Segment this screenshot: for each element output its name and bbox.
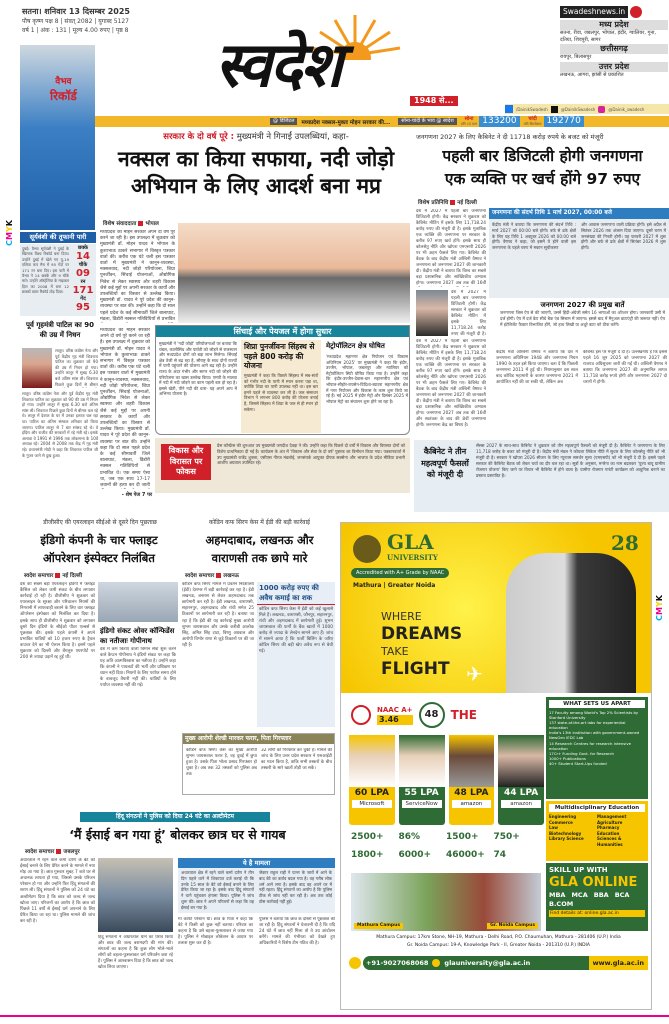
ed-box-title[interactable]: 1000 करोड़ रुपए की अवैध कमाई का शक xyxy=(257,582,335,605)
multi-title: Multidisciplinary Education xyxy=(549,804,645,812)
metro-title[interactable]: मेट्रोपॉलिटन क्षेत्र घोषित xyxy=(326,342,385,350)
phone-icon xyxy=(349,957,361,969)
online-brand: GLA ONLINE xyxy=(549,875,638,890)
census-kicker: जनगणना 2027 के लिए कैबिनेट ने दी 11718 करोड़ रुपये के बजट को मंजूरी xyxy=(416,133,604,141)
dateline: सतना। शनिवार 13 दिसम्बर 2025 xyxy=(22,7,130,16)
online-tagline: SKILL UP WITH xyxy=(549,866,608,874)
cmyk-letter: Y xyxy=(5,226,14,232)
byline-marker xyxy=(55,573,60,578)
cricket-tag: वैभव रिकॉर्ड xyxy=(50,77,77,103)
stat-fours: चौके 09 xyxy=(76,262,90,279)
campus-label-mathura: Mathura Campus xyxy=(354,923,403,929)
online-programs: MBA MCA BBA BCA B.COM xyxy=(549,891,630,908)
facebook-icon[interactable] xyxy=(505,105,513,113)
stat-runs: रन 171 xyxy=(72,279,94,296)
ad-addresses: Mathura Campus: 17km Stone, NH-19, Mathura - Delhi Road, P.O. Chaumuhan, Mathura - 281406 (U.P.) India Gr. Noida Campus: 19-A, Knowledge Park - II, Greater Noida - 201310 (U.P.) INDIA xyxy=(376,935,621,948)
patil-body: लातूर। वरिष्ठ कांग्रेस नेता और पूर्व केंद्रीय गृह मंत्री शिवराज पाटिल का शुक्रवार को 90 की उम्र में निधन हो गया। उन्होंने लातूर में सुबह 6.30 बजे अंतिम सांस ली। शिवराज पिछले कुछ दिनों से बीमार चल रहे थे। लातूर में देवघर के घर में उनका इलाज चल रहा था। पाटिल का अंतिम संस्कार शनिवार को किया जाएगा। पाटिल लातूर से 7 बार सांसद रहे थे। वे इंदिरा और राजीव की सरकारों में रहे मंत्री रहे। इसके अलावा वे 1991 से 1996 तक लोकसभा के 10वें अध्यक्ष रहे। 2004 से 2008 तक केंद्र में गृह मंत्री रहे। प्रधानमंत्री मोदी ने कहा कि शिवराज पाटिल जी के गुजर जाने से दुख हुआ। xyxy=(22,391,98,458)
accreditation-row xyxy=(351,699,541,731)
census-date-col1: केंद्रीय मंत्री ने बताया कि जनगणना की संदर्भ तिथि : मार्च 2027 को 00:00 बजे होगी। बर्फ से ढके क्षेत्रों के लिए यह तिथि 1 अक्टूबर 2026 को 00:00 बजे होगी। वैष्णव ने कहा, जो इसमें ये होने वाली इस जनगणना के पहले चरण में मकान सूचीकरण xyxy=(492,222,576,251)
instagram-handle[interactable]: @Dainik_swadesh xyxy=(608,106,645,112)
ticker-label: @ डिजिटल xyxy=(270,118,297,125)
indigo-sidebar-title[interactable]: इंडिगो संकट ओवर कॉन्फिडेंस का नतीजाः गोपीनाथ xyxy=(100,627,175,645)
cabinet-box xyxy=(414,440,669,512)
case-col1: अधारताल क्षेत्र में रहने वाले कर्मा दर्पण ने तीन दिन पहले थाने में शिकायत दर्ज कराई थी कि उनके 15 साल के बेटे को ईसाई बनाने के लिए प्रेरित किया जा रहा है। इसके बाद हिंदू संगठनों ने थाने पहुंचकर हंगामा किया। पुलिस ने जांच शुरू की। छात्र ने अपने परिजनों से कहा कि वह ईसाई बन गया है। xyxy=(181,870,254,910)
census-col2: केंद्रीय मंत्री अश्विनी वैष्णव ने बताया कि देश में जनगणना अधिनियम 1948 और जनगणना नियम 1990 के तहत इसे किया जाएगा। बता दें कि पिछली जनगणना 2011 में हुई थी। नियमानुसार दस साल बाद कोविड महामारी के कारण जनगणना 2021 में आयोजित नहीं की जा सकी थी, लेकिन अब xyxy=(496,350,578,385)
census-body-lower: देश में 2027 में पहली बार जनगणना डिजिटली होगी। केंद्र सरकार ने शुक्रवार को कैबिनेट मीटिंग में इसके लिए 11,718.24 करोड़ रुपए की मंजूरी दी है। इसके मुताबिक एक व्यक्ति की जनगणना पर सरकार के करीब 97 रुपए खर्च होंगे। इसके साथ ही कोलसेतु नीति और खोपरा एमएसपी 2026 पर भी अहम फैसले लिए गए। कैबिनेट की बैठक के बाद केंद्रीय मंत्री अश्विनी वैष्णव ने जनगणना को जनगणना 2027 की जानकारी दी। केंद्रीय मंत्री ने बताया कि विश्व का सबसे बड़ा प्रशासनिक और सांख्यिकीय अभ्यास होगा। जनगणना 2027 अब तक की 16वीं और स्वतंत्रता के बाद की 8वीं जनगणना होगी। जनगणना केंद्र का विषय है। xyxy=(416,339,486,428)
logo-text: स्वदेश xyxy=(215,28,341,101)
absconder-col1: कोडिन कफ सिरप केस का मुख्य आरोपी शुभम जायसवाल फरार है, वह दुबई में छुपा हुआ है। उसके पिता भोला प्रसाद गिरफ्तार हो चुका है। अब तक 32 तस्करों को पुलिस अब तक xyxy=(186,748,257,777)
ticker-right: सोना-चांदी के भाव @ स्वदेश xyxy=(398,118,457,125)
cricket-caption: सूर्यवंशी की तूफानी पारी xyxy=(20,232,96,243)
patil-body-side: लातूर। वरिष्ठ कांग्रेस नेता और पूर्व केंद्रीय गृह मंत्री शिवराज पाटिल का शुक्रवार को 90 की उम्र में निधन हो गया। उन्होंने लातूर में सुबह 6.30 बजे अंतिम सांस ली। शिवराज पिछले कुछ दिनों से बीमार xyxy=(55,348,98,387)
stat-item: 2500+ xyxy=(351,832,384,842)
absconder-col2: 32 लोगों को गिरफ्तार कर चुकी है। मामले की जांच के लिए उत्तर प्रदेश सरकार ने एसआईटी का गठन किया है, ताकि सभी तस्करों के बीच तस्करी के सारे खातों तोड़ी जा सकें। xyxy=(261,748,332,771)
gla-crest-icon xyxy=(353,535,381,563)
ed-byline: स्वदेश समाचार लखनऊ xyxy=(185,573,239,579)
gla-brand: GLA UNIVERSITY xyxy=(387,530,438,562)
masthead-dateline-block xyxy=(22,6,197,35)
editions-panel xyxy=(560,6,668,78)
cricket-story xyxy=(20,244,96,316)
campus-label-noida: Gr. Noida Campus xyxy=(487,923,538,929)
ticker-bar xyxy=(95,116,669,127)
cmyk-mark-right xyxy=(655,595,664,621)
gold-unit: प्रति 10 ग्राम xyxy=(460,122,478,126)
indigo-sidebar-body: देश में कम किराए वाली विमान सेवा शुरू करने वाले कैप्टन गोपीनाथ ने इंडिगो संकट पर कहा कि यह अति आत्मविश्वास का नतीजा है। उन्होंने कहा कि कंपनी ने पायलटों की भर्ती और प्रशिक्षण पर ध्यान नहीं दिया। नियमों के लिए पर्याप्त समय होने के बावजूद तैयारी नहीं की। यात्रियों के लिए पर्याप्त व्यवस्था नहीं की गई। xyxy=(100,647,176,688)
ed-box xyxy=(257,582,335,727)
cricket-stats xyxy=(71,245,95,313)
conversion-photo xyxy=(98,858,173,932)
email-address[interactable]: glauniversity@gla.ac.in xyxy=(444,959,531,967)
apart-title: WHAT SETS US APART xyxy=(549,700,645,708)
focus-body: प्रेस कॉन्फ्रेंस की शुरुआत उप मुख्यमंत्री जगदीश देवड़ा ने की। उन्होंने कहा कि पिछले दो वर्षों में विकास और विरासत दोनों को विशेष प्राथमिकता दी गई है। कार्यक्रम के अंत में 'विकास और सेवा के दो वर्ष' पुस्तक का विमोचन किया गया। पत्रकारवार्ता में उप मुख्यमंत्री राजेंद्र शुक्ला, एसीएस नीरज मंडलोई, जनसंपर्क आयुक्त दीपक सक्सेना और भाजपा के प्रदेश मीडिया प्रभारी आशीष अग्रवाल उपस्थित रहे। xyxy=(217,443,405,466)
byline-marker xyxy=(450,200,455,205)
census-headline[interactable]: पहली बार डिजिटली होगी जनगणना एक व्यक्ति पर खर्च होंगे 97 रुपए xyxy=(442,147,643,188)
conversion-col4: मां काफी परेशान थीं। छात्र के पिता ने कहा कि बेटे ने किसी को कुछ नहीं बताया। परिवार का कहना है कि उसे बहला-फुसलाकर ले जाया गया है। पुलिस ने मोबाइल लोकेशन के आधार पर तलाश शुरू कर दी है। xyxy=(178,917,253,947)
ed-headline[interactable]: अहमदाबाद, लखनऊ और वाराणसी तक छापे मारे xyxy=(205,533,314,565)
online-link[interactable]: Find details at: online.gla.ac.in xyxy=(549,910,645,917)
stat-item: 74 xyxy=(493,850,507,860)
edition-cg: छत्तीसगढ़ रायपुर, बिलासपुर xyxy=(560,44,668,61)
shipra-body: मुख्यमंत्री ने कहा कि पिछले सिंहस्थ में सब-संतों को गंभीर नदी के पानी में स्नान करना पड़ा था, क्योंकि शिप्रा का पानी उपलब्ध नहीं था। इस बार हमने पहले से व्यवस्था कर ली है। जल संसाधन विभाग ने लगभग 800 करोड़ की योजना बनाई है, जिससे सिंहस्थ में शिप्रा के जल से ही स्नान हो सकेगा। xyxy=(244,373,318,412)
ad-models-photo xyxy=(506,553,636,693)
ed-body: कोडिन कफ सिरप मामले में प्रवर्तन निदेशालय (ईडी) देशभर में बड़ी कार्रवाई कर रहा है। ईडी लखनऊ, बनारस से लेकर अहमदाबाद तक छापेमारी कर रही है। ईडी लखनऊ, वाराणसी, सहारनपुर, अहमदाबाद और रांची समेत 25 ठिकानों पर छापेमारी कर रही है। बताया जा रहा है कि ईडी की यह कार्रवाई मुख्य आरोपी शुभम जायसवाल और उसके करीबी आलोक सिंह, अमित सिंह टाटा, विष्णु अग्रवाल और आरोपी विभोर राणा से जुड़े ठिकानों पर की जा रही है। xyxy=(182,582,254,648)
stats-grid xyxy=(351,831,541,861)
census-col3: कैबिनेट इस पर मंजूरी दे दी है। उल्लेखनीय है कि इससे पहले 16 जून 2025 को जनगणना 2027 की राजपत्र अधिसूचना जारी की गई थी। अश्विनी वैष्णव ने बताया कि जनगणना 2027 की अनुमानित लागत 11,718 करोड़ रुपये होगी और जनगणना 2027 दो चरणों में होगी। xyxy=(583,350,667,385)
cricket-body: दुबई। वैभव सूर्यवंशी ने दुबई के खिलाफ विश्व रिकॉर्ड बना दिया। उन्होंने दुबई में खेले गए यू-19 एशिया कप मैच में 95 गेंदों पर 171 रन बना दिए। इस पारी में वैभव ने 14 छक्के और 9 चौके मारे। उन्होंने ऑस्ट्रेलिया के माइकल हिल का 2008 में बना 12 छक्कों वाला रिकॉर्ड तोड़ दिया। xyxy=(22,246,69,295)
conversion-col5: पुलिस ने बताया कि छात्र के दोस्तों से पूछताछ की जा रही है। हिंदू संगठनों ने चेतावनी दी है कि यदि 24 घंटे में छात्र नहीं मिला तो वे उग्र आंदोलन करेंगे। मामले की गंभीरता को देखते हुए अधिकारियों ने विशेष टीम गठित की है। xyxy=(259,917,335,947)
census-points-title: जनगणना 2027 की प्रमुख बातें xyxy=(540,301,625,309)
case-col2: जैक्टर राहुल राही ने पत्नर के जारों में आने के बाद बेटे का बर्ताव बदल गया है। वह गरीब लोक शर्म आने लगा है। इसके बाद वह अपने घर में नहीं रहता। हिंदू संगठनों का आरोप है कि पुलिस ठीक से जांच नहीं कर रही है। अब तक कोई ठोस कार्रवाई नहीं हुई। xyxy=(259,870,332,904)
irrigation-box xyxy=(155,325,410,435)
naac-accreditation: Accredited with A+ Grade by NAAC xyxy=(351,568,449,578)
placement-card: 44 LPA amazon xyxy=(498,735,544,825)
stat-item: 1500+ xyxy=(446,832,479,842)
census-points-body: जनगणना जिस ऐप से की जाएगी, उसमें हिंदी-अंग्रेजी समेत 16 भाषाओं का ऑप्शन होगा। जानकारी उसी में दर्ज होगी। ऐप में दर्ज डेटा सीधे बैक एंड सिस्टम में जाएगा। इससे बाद में मैनुअल डाटाएंट्री की जरूरत नहीं। ऐप में इंटेलिजेंट फैक्टर विभाजित होंगे, जो हाथ लिखी या अधूरे डाटा को ठीक करेंगे। xyxy=(500,310,665,327)
issue-info: वर्ष 1 | अंक : 131 | मूल्य 4.00 रुपए | पृष्ठ 8 xyxy=(22,27,129,34)
logo xyxy=(205,8,475,108)
stat-sixes: छक्के 14 xyxy=(76,245,90,262)
panchang: पौष कृष्ण पक्ष 8 | संवत् 2082 | युगाब्द 5127 xyxy=(22,18,129,25)
silver-block xyxy=(524,117,542,126)
apart-list: 17 Faculty among World's Top 2% Scientists by Stanford University 137 state-of-the-art labs for experiential education India's 13th institution with government-owned NewGen IEDC Lab 14 Research Centres for research intensive education 17Cr+ Funding Govt. for Research 1000+ Publications 40+ Student Start-Ups funded xyxy=(549,710,640,766)
cmyk-letter: K xyxy=(5,220,14,227)
cmyk-letter: M xyxy=(655,607,664,615)
naac-score: 3.46 xyxy=(377,715,413,725)
conversion-kicker: हिंदू संगठनों ने पुलिस को दिया 24 घंटे का अल्टीमेटम xyxy=(80,812,270,822)
cabinet-body: सेंसस 2027 के साथ-साथ कैबिनेट ने शुक्रवार को तीन महत्वपूर्ण फैसलों को मंजूरी दी है। कैबिनेट ने जनगणना के लिए 11,718 करोड़ के बजट को मंजूरी दी है। केंद्रीय मंत्री मंडल ने कोयला लिंकेज नीति में सुधार के लिए कोलसेतु नीति को भी मंजूरी दी है। सरकार ने खोपरा 2026 सीजन के लिए न्यूनतम समर्थन मूल्य (एमएसपी) को भी मंजूरी दे दी है। इससे पहले सरकार की कैबिनेट बैठक को लेकर चर्चा का दौर चल रहा था। सूत्रों के अनुसार, मनरेगा का नाम बदलकर 'पूज्य बापू ग्रामीण रोजगार योजना' किए जाने पर विचार भी कैबिनेट में होने वाला है। ग्रामीण रोजगार गारंटी कार्यक्रम को आधुनिक बनाने का प्रस्ताव प्रस्तावित है। xyxy=(476,443,665,478)
anniversary-badge: 28 xyxy=(611,531,639,555)
placement-card: 60 LPA Microsoft xyxy=(349,735,395,825)
facebook-handle[interactable]: /DainikSwadesh xyxy=(516,106,548,112)
x-icon[interactable] xyxy=(551,106,558,113)
patil-headline[interactable]: पूर्व गृहमंत्री पाटिल का 90 की उम्र में निधन xyxy=(26,321,94,339)
gold-label: सोना xyxy=(464,116,474,122)
cmyk-letter: Y xyxy=(655,601,664,607)
multi-list: Engineering Management Commerce Agriculture Law Pharmacy Biotechnology Education Library Science Sciences & Humanities xyxy=(549,814,627,847)
since-badge: 1948 से... xyxy=(410,96,458,106)
website-link[interactable]: Swadeshnews.in xyxy=(560,6,628,18)
census-byline: विशेष प्रतिनिधि नई दिल्ली xyxy=(418,200,477,206)
indigo-headline[interactable]: इंडिगो कंपनी के चार फ्लाइट ऑपरेशन इंस्पेक्टर निलंबित xyxy=(40,533,158,565)
shipra-panel xyxy=(241,340,321,433)
vaishnaw-photo xyxy=(416,290,448,336)
silver-unit: प्रति किलोग्राम xyxy=(523,122,542,126)
lead-headline[interactable]: नक्सल का किया सफाया, नदी जोड़ो अभियान के लिए आदर्श बना मप्र xyxy=(117,147,395,198)
byline-marker xyxy=(138,221,143,226)
conversion-headline[interactable]: ‘मैं ईसाई बन गया हूं’ बोलकर छात्र घर से गायब xyxy=(69,827,286,842)
case-box xyxy=(178,858,335,913)
stat-item: 6000+ xyxy=(398,850,432,860)
indigo-body: देश की सबसे बड़ी एयरलाइन इंडिगो में फ्लाइट कैंसिल को लेकर जारी संकट के बीच लगातार कार्रवाई हो रही है। डीजीसीए ने शुक्रवार को एयरलाइन के सुरक्षा और परिचालन नियमों की निगरानी में लापरवाही बरतने के लिए चार फ्लाइट ऑपरेशन इंस्पेक्टर को निलंबित कर दिया है। इसके साथ ही डीजीसीए ने शुक्रवार को लगातार दूसरे दिन इंडिगो के सीईओ पीटर एल्बर्स से पूछताछ की। इसके पहले कंपनी ने अपने प्रभावित यात्रियों को 10 हजार रुपए के ट्रैवल वाउचर देने का भी ऐलान किया है। इसमें पहले शुक्रवार को दिल्ली और बेंगलुरु एयरपोर्ट पर 200 से ज्यादा उड़ानें रद्द हुईं थीं। xyxy=(20,582,95,661)
naac-grade: NAAC A+ xyxy=(377,705,413,714)
cmyk-mark-left xyxy=(5,220,14,246)
website-address[interactable]: www.gla.ac.in xyxy=(589,956,648,970)
gold-block xyxy=(461,117,478,126)
census-date-box xyxy=(489,208,669,298)
registration-line xyxy=(0,1015,669,1017)
gla-advertisement[interactable] xyxy=(340,522,652,1010)
stat-item: 1800+ xyxy=(351,850,384,860)
placement-card: 48 LPA amazon xyxy=(449,735,495,825)
conversion-col2: हिंदू संगठनों ने अधारताल थाने का घेराव किया और छात्र की जल्द बरामदगी की मांग की। संगठनों का कहना है कि कुछ लोग भोले-भाले लोगों को बहला-फुसलाकर धर्म परिवर्तन करा रहे हैं। पुलिस ने आश्वासन दिया है कि छात्र को जल्द खोज लिया जाएगा। xyxy=(98,935,173,971)
apart-panel xyxy=(546,697,648,799)
lead-body-col2: मध्यप्रदेश की मोहन सरकार अपने दो वर्ष पूरे करने जा रही है। इस उपलक्ष्य में शुक्रवार को मुख्यमंत्री डॉ. मोहन यादव ने भोपाल के कुशाभाऊ ठाकरे सभागार में विस्तृत पत्रकार वार्ता की। करीब एक घंटे चली इस पत्रकार वार्ता में मुख्यमंत्री ने कानून-व्यवस्था, नक्सलवाद, नदी जोड़ो परियोजना, शिप्रा पुनर्जीवन, सिंचाई योजनाओं, औद्योगिक निवेश से लेकर स्वास्थ्य और शहरी विकास जैसे कई मुद्दों पर अपनी सरकार के कार्यों और उपलब्धियों का विस्तार से उल्लेख किया। मुख्यमंत्री डॉ. यादव ने पूरे प्रदेश की कानून-व्यवस्था पर बात की। उन्होंने कहा कि दो साल पहले प्रदेश के कई सीमावर्ती जिले बालाघाट, मंडला, डिंडोरी नक्सल गतिविधियों से प्रभावित थे। एक समय ऐसा था, जब एक साथ 17-17 जवानों की हत्या कर दी जाती xyxy=(100,328,150,489)
census-points-box xyxy=(500,300,665,346)
cabinet-tag: कैबिनेट ने तीन महत्वपूर्ण फैसलों को मंजूरी दी xyxy=(421,447,469,479)
silver-label: चांदी xyxy=(528,116,537,122)
byline-marker xyxy=(216,573,221,578)
focus-box xyxy=(155,438,410,493)
campus-photo xyxy=(351,873,541,931)
indigo-byline: स्वदेश समाचार नई दिल्ली xyxy=(24,573,83,579)
patil-photo xyxy=(22,348,52,388)
gold-price: 133200 xyxy=(479,116,519,127)
census-date-title: जनगणना की संदर्भ तिथि 1 मार्च 2027, 00:00 बजे xyxy=(489,208,669,219)
census-body: देश में 2027 में पहली बार जनगणना डिजिटली होगी। केंद्र सरकार ने शुक्रवार को कैबिनेट मीटिंग में इसके लिए 11,718.24 करोड़ रुपए की मंजूरी दी है। इसके मुताबिक एक व्यक्ति की जनगणना पर सरकार के करीब 97 रुपए खर्च होंगे। इसके साथ ही कोलसेतु नीति और खोपरा एमएसपी 2026 पर भी अहम फैसले लिए गए। कैबिनेट की बैठक के बाद केंद्रीय मंत्री अश्विनी वैष्णव ने जनगणना को जनगणना 2027 की जानकारी दी। केंद्रीय मंत्री ने बताया कि विश्व का सबसे बड़ा प्रशासनिक और सांख्यिकीय अभ्यास होगा। जनगणना 2027 अब तक की 16वीं xyxy=(416,209,486,286)
placements-row xyxy=(349,735,544,825)
x-handle[interactable]: @DainikSwadesh xyxy=(560,106,596,112)
ticker-headline[interactable]: मध्यप्रदेश नक्सल-मुक्तः मोहन सरकार की... xyxy=(301,119,391,126)
lead-body: मध्यप्रदेश की मोहन सरकार अपने दो वर्ष पूरे करने जा रही है। इस उपलक्ष्य में शुक्रवार को मुख्यमंत्री डॉ. मोहन यादव ने भोपाल के कुशाभाऊ ठाकरे सभागार में विस्तृत पत्रकार वार्ता की। करीब एक घंटे चली इस पत्रकार वार्ता में मुख्यमंत्री ने कानून-व्यवस्था, नक्सलवाद, नदी जोड़ो परियोजना, शिप्रा पुनर्जीवन, सिंचाई योजनाओं, औद्योगिक निवेश से लेकर स्वास्थ्य और शहरी विकास जैसे कई मुद्दों पर अपनी सरकार के कार्यों और उपलब्धियों का विस्तार से उल्लेख किया। मुख्यमंत्री डॉ. यादव ने पूरे प्रदेश की कानून-व्यवस्था पर बात की। उन्होंने कहा कि दो साल पहले प्रदेश के कई सीमावर्ती जिले बालाघाट, मंडला, डिंडोरी नक्सल गतिविधियों से प्रभावित xyxy=(100,230,175,322)
online-panel[interactable] xyxy=(546,863,648,931)
lead-continued[interactable]: - शेष पेज 7 पर xyxy=(121,492,152,498)
phone-number[interactable]: +91-9027068068 xyxy=(366,959,429,967)
ad-tagline: WHERE DREAMS TAKE FLIGHT xyxy=(381,610,463,679)
irrigation-title: सिंचाई और पेयजल में होगा सुधार xyxy=(156,326,409,337)
stat-balls: गेंद 95 xyxy=(76,296,90,313)
indigo-plane-photo xyxy=(98,582,178,622)
edition-mp: मध्य प्रदेश सतना, रीवा, जबलपुर, भोपाल, इंदौर, ग्वालियर, गुना, दतिया, शिवपुरी, सागर xyxy=(560,20,668,43)
lead-byline: विशेष संवाददाता भोपाल xyxy=(103,221,159,227)
irrigation-col1: मुख्यमंत्री ने 'नदी जोड़ो' परियोजनाओं पर बताया कि चंबल, कालीसिंध और पार्वती को जोड़ने से राजस्थान और मध्यप्रदेश दोनों को बड़ा लाभ मिलेगा। सिंचाई क्षेत्र तेजी से बढ़ रहा है, सौराष्ट्र के साथ दोनों राज्यों में पानी पहुंचाने की योजना आगे बढ़ रही है। उन्होंने राज्य के अंदर गंभीर और सागर नदी को जोड़ने की परियोजना का खास उल्लेख किया। एमपी के मालवा में नदी में नदी जोड़ने का काम पहली बार हो रहा है। इससे खेती, पीने नदी की धारा- यह अपने आप में अभिनव योजना है। xyxy=(159,341,237,397)
case-title: ये है मामला xyxy=(178,858,335,868)
cmyk-letter: C xyxy=(655,614,664,621)
stat-item: 86% xyxy=(398,832,421,842)
ed-kicker: कोडिन कफ सिरप केस में ईडी की बड़ी कार्रवाई xyxy=(209,519,310,526)
metro-body: 'मध्यप्रदेश महानगर क्षेत्र नियोजन एवं विकास अधिनियम 2025' पर मुख्यमंत्री ने कहा कि इंदौर, उज्जैन, भोपाल, जबलपुर और ग्वालियर को मेट्रोपॉलिटन सिटी घोषित किया गया है। उन्होंने कहा कि इंदौर-उज्जैन-देवास-धार महानगरीय क्षेत्र एवं भोपाल-सीहोर-रायसेन-विदिशा-ब्यावरा महानगरीय क्षेत्र में नगर नियोजन और विकास के काम शुरू किये जा रहे हैं। मई 2025 में इंदौर मेट्रो और दिसंबर 2025 में भोपाल मेट्रो का संचालन शुरू होने जा रहा है। xyxy=(326,354,408,404)
contact-bar xyxy=(349,955,648,971)
absconder-box xyxy=(182,733,335,795)
census-date-col2: और आवास जनगणना वाली प्रक्रिया होगी। इसे अप्रैल से सितंबर 2026 तक अंजाम दिया जाएगा। दूसरे चरण में जनसंख्या की गिनती होगी। यह फरवरी 2027 में शुरू होगी और बर्फ से ढके क्षेत्रों में सितंबर 2026 में शुरू होगी। xyxy=(581,222,666,251)
cmyk-letter: K xyxy=(655,595,664,602)
conversion-byline: स्वदेश समाचार जबलपुर xyxy=(25,849,80,855)
plane-icon: ✈ xyxy=(466,662,483,686)
naac-logo-icon xyxy=(351,705,371,725)
absconder-title: मुख्य आरोपी शेल्डी मारकर फरार, पिता गिरफ्तार xyxy=(183,734,334,744)
ad-locations: Mathura | Greater Noida xyxy=(353,582,436,589)
multi-panel xyxy=(546,801,648,861)
shipra-title[interactable]: शिप्रा पुनर्जीवनः सिंहस्थ से पहले 800 करोड़ की योजना xyxy=(244,342,315,370)
ed-box-body: कोडिन कफ सिरप केस में ईडी को कई खुलासे मिले हैं। लखनऊ, वाराणसी, जौनपुर, सहारनपुर, रांची और अहमदाबाद में छापेमारी हुई। शुभम जायसवाल की फर्मों के बैंक खातों में 1000 करोड़ से ज्यादा के लेनदेन सामने आए हैं। जांच में सामने आया है कि फर्जी बिलिंग के जरिए कोडिन सिरप की बड़ी खेप अवैध रूप से बेची गई। xyxy=(259,607,334,654)
lead-kicker: सरकार के दो वर्ष पूरे : मुख्यमंत्री ने गिनाईं उपलब्धियां, कहा- xyxy=(163,132,349,142)
conversion-body: अधारताल में रहने वाले कर्मा दर्पण के बेटे को ईसाई बनाने के लिए प्रेरित करने के मामले में नया मोड़ आ गया है। छात्र गुरुवार सुबह 7 बजे घर से अचानक लापता हो गया, जिससे उसके परिजन परेशान हो गए और उन्होंने फिर हिंदू संगठनों की शरण ली। हिंदू संगठनों ने पुलिस को 24 घंटे का अल्टीमेटम दिया है कि छात्र को जल्द से जल्द खोजा जाए। परिजनों का आरोप है कि छात्र को पिछले 11 वर्षों से ईसाई धर्म अपनाने के लिए प्रेरित किया जा रहा था। पुलिस मामले की जांच कर रही है। xyxy=(20,858,95,924)
nirf-rank-badge: 48 xyxy=(419,702,445,728)
social-row xyxy=(505,104,669,114)
press-conference-photo xyxy=(178,223,410,323)
mail-icon xyxy=(432,959,440,967)
focus-tag: विकास और विरासत पर फोकस xyxy=(161,444,211,480)
cricket-photo xyxy=(20,45,95,230)
the-ranking-logo: THE xyxy=(450,708,477,722)
byline-marker xyxy=(56,849,61,854)
placement-card: 55 LPA ServiceNow xyxy=(399,735,445,825)
hand-pointer-icon xyxy=(630,6,642,18)
silver-price: 192770 xyxy=(544,116,584,127)
indigo-kicker: डीजीसीए की एयरलाइन सीईओ से दूसरे दिन पूछताछ xyxy=(43,519,157,526)
ad-hero xyxy=(341,523,651,693)
indigo-sidebar xyxy=(98,625,178,810)
stat-item: 750+ xyxy=(493,832,520,842)
instagram-icon[interactable] xyxy=(598,106,605,113)
stat-item: 46000+ xyxy=(446,850,485,860)
cmyk-letter: C xyxy=(5,239,14,246)
census-body-side: देश में 2027 में पहली बार जनगणना डिजिटली होगी। केंद्र सरकार ने शुक्रवार को कैबिनेट मीटिंग में इसके लिए 11,718.24 करोड़ रुपए की मंजूरी दी है। xyxy=(451,290,486,336)
edition-up: उत्तर प्रदेश लखनऊ, आगरा, झांसी से प्रकाशित xyxy=(560,62,668,79)
cmyk-letter: M xyxy=(5,232,14,240)
